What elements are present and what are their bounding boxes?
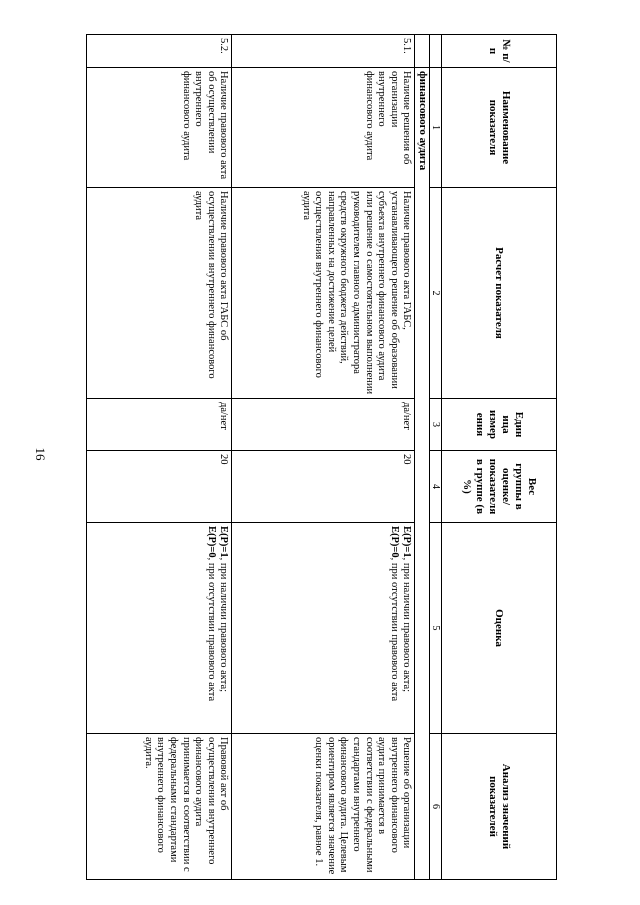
header-unit-line: измер	[487, 409, 499, 440]
header-unit-line: ица	[500, 415, 512, 434]
header-unit-line: Един	[513, 411, 525, 438]
row-calc: Наличие правового акта ГАБС, устанавливающего решение об образовании субъекта внутреннего финансового аудита или решение о самостоятельном выполнении руководителем главного администратора средств окружного бюджета действий, направленных на достижение целей осуществления внутреннего финансового аудита	[232, 188, 415, 399]
column-number-cell: 3	[430, 399, 442, 451]
column-number-cell: 4	[430, 451, 442, 523]
row-weight: 20	[87, 451, 232, 523]
section-title: финансового аудита	[417, 71, 429, 171]
indicator-table	[86, 34, 557, 880]
score-formula: Е(Р)=0	[205, 526, 217, 558]
header-weight-line: группы в	[513, 463, 525, 510]
column-number-cell: 6	[430, 734, 442, 880]
score-formula: Е(Р)=1	[218, 526, 230, 558]
row-weight: 20	[232, 451, 415, 523]
score-formula: Е(Р)=1	[401, 526, 413, 558]
section-num-cell	[415, 35, 430, 68]
table-row	[232, 35, 415, 880]
header-score: Оценка	[442, 523, 557, 734]
column-number-cell: 1	[430, 68, 442, 188]
header-analysis: Анализ значений показателей	[442, 734, 557, 880]
page-number: 16	[33, 447, 48, 461]
header-num: № п/п	[442, 35, 557, 68]
row-score	[87, 523, 232, 734]
row-unit: да/нет	[87, 399, 232, 451]
column-number-cell: 2	[430, 188, 442, 399]
column-number-cell: 5	[430, 523, 442, 734]
header-weight	[442, 451, 557, 523]
row-num: 5.2.	[87, 35, 232, 68]
header-calc: Расчет показателя	[442, 188, 557, 399]
row-num: 5.1.	[232, 35, 415, 68]
header-weight-line: в группе (в	[474, 458, 486, 515]
rotated-table-container	[88, 34, 557, 879]
score-text: , при отсутствии правового акта	[388, 557, 400, 702]
score-text: , при наличии правового акта;	[401, 557, 413, 693]
score-text: , при наличии правового акта;	[218, 557, 230, 693]
header-weight-line: %)	[461, 479, 473, 494]
row-analysis: Решение об организации внутреннего финансового аудита принимается в соответствии с федеральными стандартами внутреннего финансового аудита. Целевым ориентиром является значение оценки показателя, равное 1.	[232, 734, 415, 880]
row-calc: Наличие правового акта ГАБС об осуществлении внутреннего финансового аудита	[87, 188, 232, 399]
score-formula: Е(Р)=0	[388, 526, 400, 558]
header-unit-line: ения	[474, 412, 486, 437]
row-name: Наличие решения об организации внутреннего финансового аудита	[232, 68, 415, 188]
header-weight-line: оценке/	[500, 467, 512, 506]
section-row	[415, 35, 430, 880]
header-row	[442, 35, 557, 880]
header-unit	[442, 399, 557, 451]
table-row	[87, 35, 232, 880]
header-weight-line: показателя	[487, 458, 499, 515]
score-text: , при отсутствии правового акта	[205, 557, 217, 702]
row-name: Наличие правового акта об осуществлении внутреннего финансового аудита	[87, 68, 232, 188]
row-score	[232, 523, 415, 734]
header-weight-line: Вес	[526, 477, 538, 496]
section-title-cell	[415, 68, 430, 880]
row-analysis: Правовой акт об осуществлении внутреннего финансового аудита принимается в соответствии с федеральными стандартами внутреннего финансового аудита.	[87, 734, 232, 880]
header-name: Наименование показателя	[442, 68, 557, 188]
column-number-cell	[430, 35, 442, 68]
row-unit: да/нет	[232, 399, 415, 451]
column-number-row	[430, 35, 442, 880]
